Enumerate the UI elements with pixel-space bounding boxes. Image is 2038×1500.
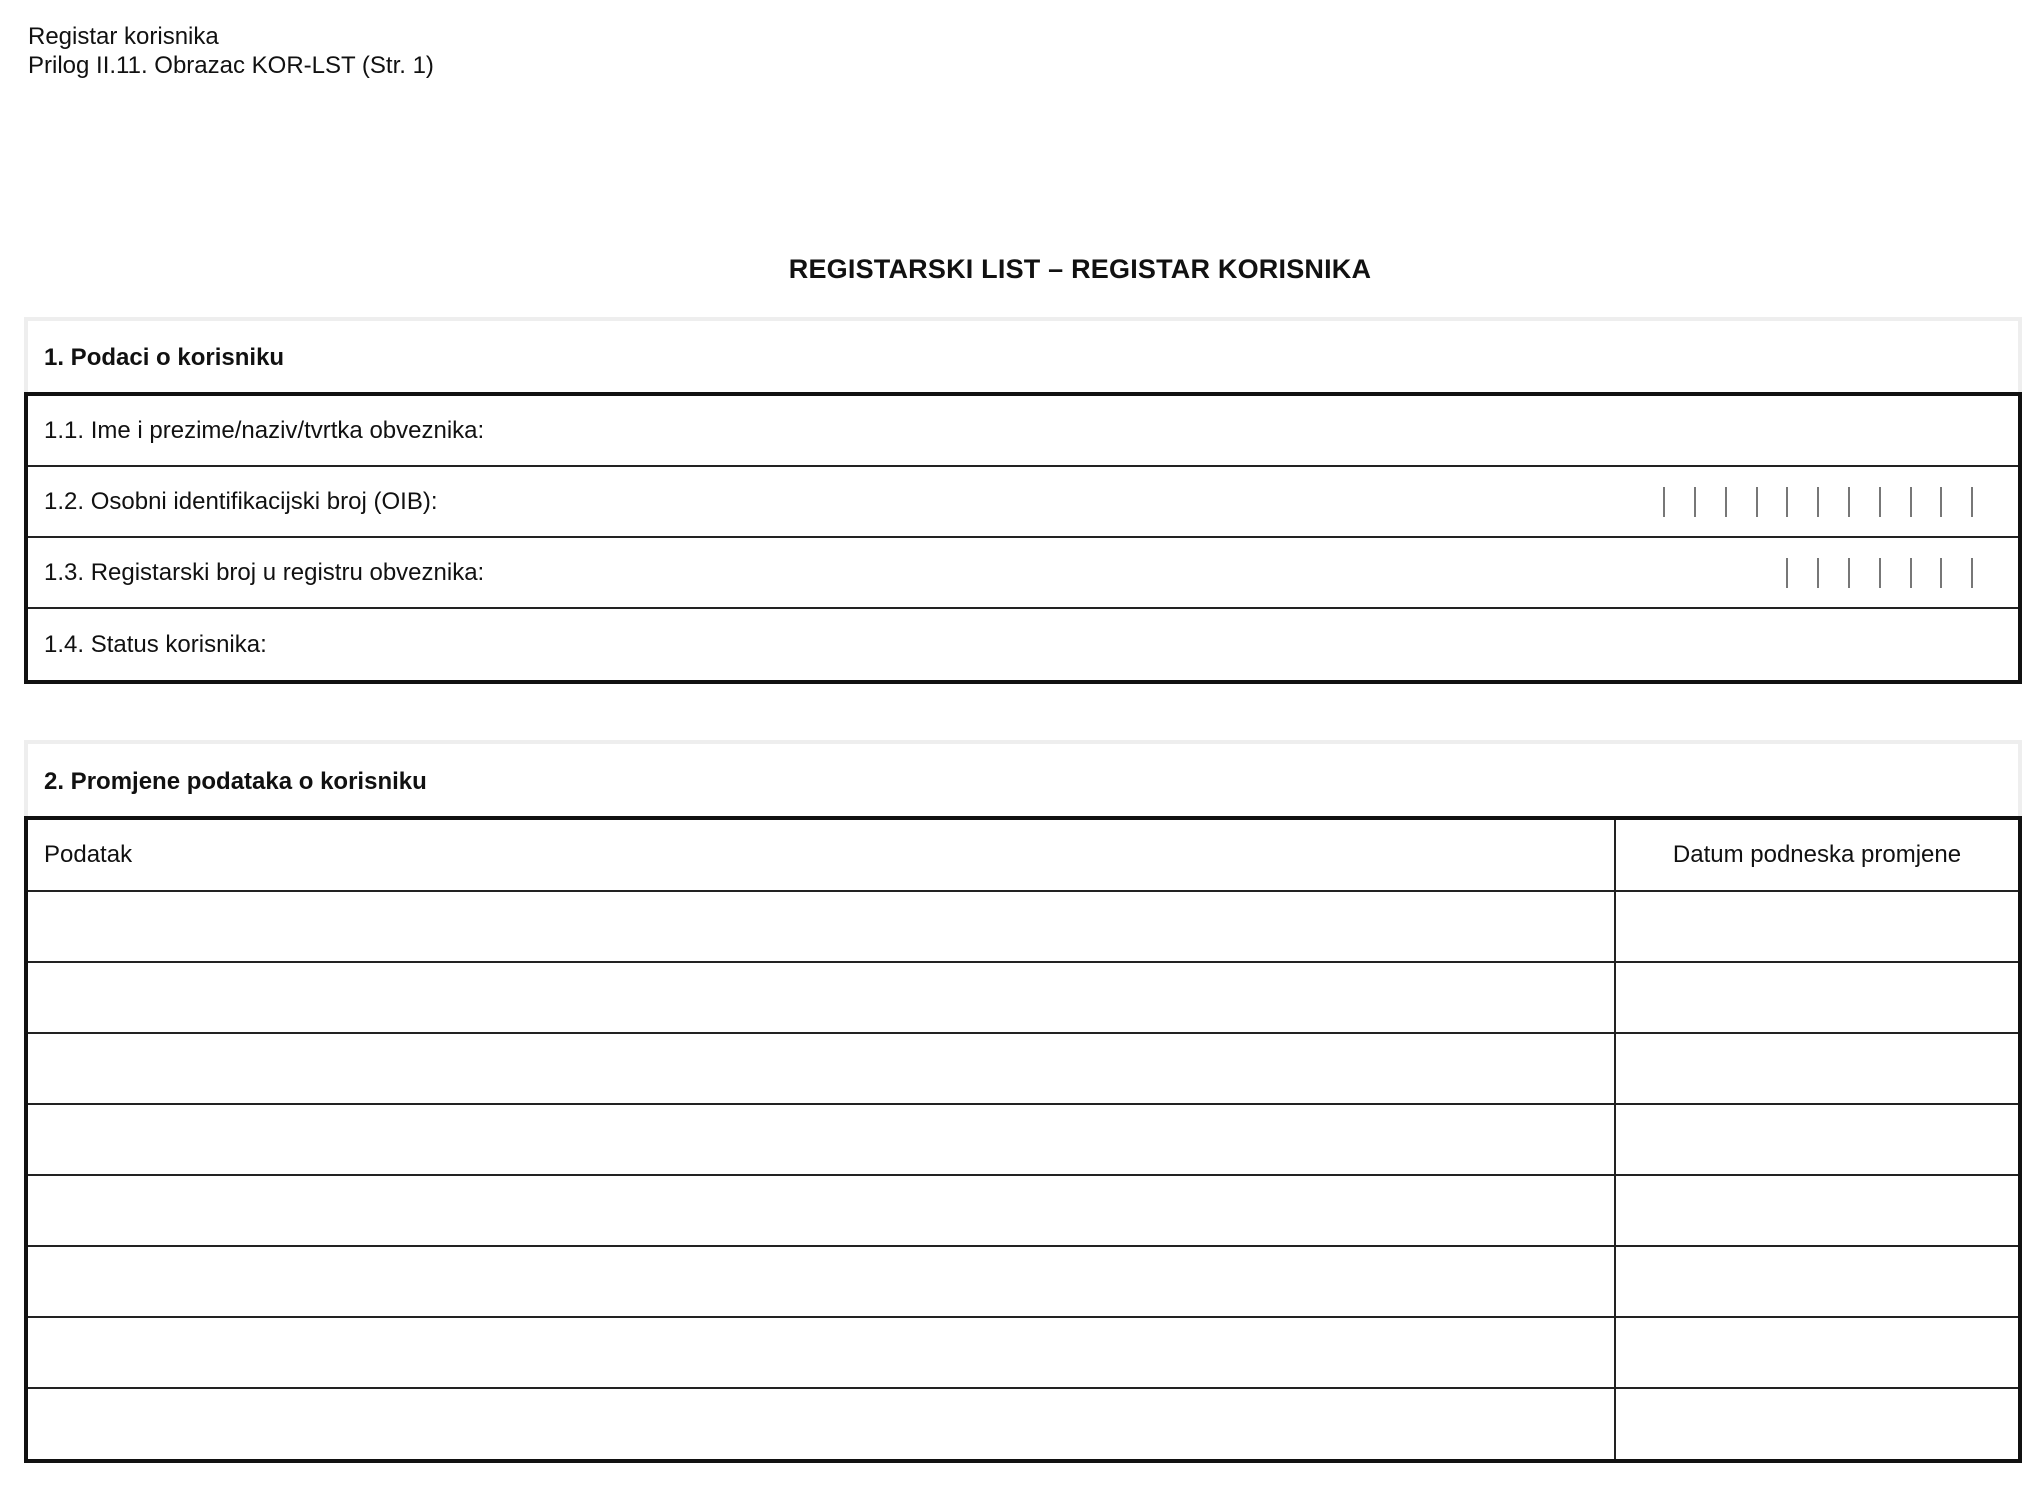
column-header-datum: Datum podneska promjene (1615, 820, 2018, 891)
datum-cell[interactable] (1615, 1033, 2018, 1104)
header-register-name: Registar korisnika (28, 23, 219, 50)
digit-box[interactable] (1663, 487, 1694, 517)
podatak-cell[interactable] (28, 891, 1615, 962)
header-form-code: Prilog II.11. Obrazac KOR-LST (Str. 1) (28, 52, 434, 79)
changes-row (28, 962, 2018, 1033)
digit-box[interactable] (1786, 487, 1817, 517)
digit-box[interactable] (1940, 558, 1971, 588)
digit-box[interactable] (1817, 558, 1848, 588)
field-label-name: 1.1. Ime i prezime/naziv/tvrtka obveznika: (44, 416, 485, 444)
podatak-cell[interactable] (28, 1388, 1615, 1459)
changes-row (28, 1033, 2018, 1104)
podatak-cell[interactable] (28, 962, 1615, 1033)
column-header-podatak: Podatak (28, 820, 1615, 891)
changes-row (28, 1317, 2018, 1388)
digit-box[interactable] (1910, 487, 1941, 517)
field-row-reg-number (28, 538, 2018, 609)
digit-box[interactable] (1848, 487, 1879, 517)
field-row-oib (28, 467, 2018, 538)
datum-cell[interactable] (1615, 1104, 2018, 1175)
digit-box[interactable] (1940, 487, 1971, 517)
reg-number-digit-boxes[interactable] (1786, 558, 2002, 588)
digit-box[interactable] (1879, 558, 1910, 588)
field-label-status: 1.4. Status korisnika: (44, 630, 267, 658)
section1-header (24, 317, 2022, 393)
digit-box[interactable] (1910, 558, 1941, 588)
datum-cell[interactable] (1615, 891, 2018, 962)
digit-box[interactable] (1817, 487, 1848, 517)
datum-cell[interactable] (1615, 1388, 2018, 1459)
podatak-cell[interactable] (28, 1317, 1615, 1388)
podatak-cell[interactable] (28, 1246, 1615, 1317)
field-label-reg-number: 1.3. Registarski broj u registru obveznika: (44, 558, 485, 586)
page-title: REGISTARSKI LIST – REGISTAR KORISNIKA (788, 254, 1372, 284)
podatak-cell[interactable] (28, 1033, 1615, 1104)
digit-box[interactable] (1848, 558, 1879, 588)
digit-box[interactable] (1694, 487, 1725, 517)
digit-box[interactable] (1879, 487, 1910, 517)
datum-cell[interactable] (1615, 962, 2018, 1033)
field-row-status (28, 609, 2018, 680)
datum-cell[interactable] (1615, 1175, 2018, 1246)
podatak-cell[interactable] (28, 1104, 1615, 1175)
datum-cell[interactable] (1615, 1246, 2018, 1317)
changes-row (28, 1246, 2018, 1317)
section2-heading: 2. Promjene podataka o korisniku (44, 768, 427, 795)
changes-row (28, 1104, 2018, 1175)
field-label-oib: 1.2. Osobni identifikacijski broj (OIB): (44, 487, 438, 515)
podatak-cell[interactable] (28, 1175, 1615, 1246)
section2-table (24, 816, 2022, 1463)
changes-row (28, 1388, 2018, 1459)
section1-table (24, 392, 2022, 684)
changes-row (28, 1175, 2018, 1246)
section2-header (24, 740, 2022, 818)
document-header (28, 22, 434, 80)
digit-box[interactable] (1725, 487, 1756, 517)
changes-header-row (28, 820, 2018, 891)
oib-digit-boxes[interactable] (1663, 487, 2002, 517)
section1-heading: 1. Podaci o korisniku (44, 344, 285, 371)
datum-cell[interactable] (1615, 1317, 2018, 1388)
digit-box[interactable] (1786, 558, 1817, 588)
digit-box[interactable] (1971, 558, 2002, 588)
digit-box[interactable] (1756, 487, 1787, 517)
field-row-name (28, 396, 2018, 467)
changes-row (28, 891, 2018, 962)
digit-box[interactable] (1971, 487, 2002, 517)
